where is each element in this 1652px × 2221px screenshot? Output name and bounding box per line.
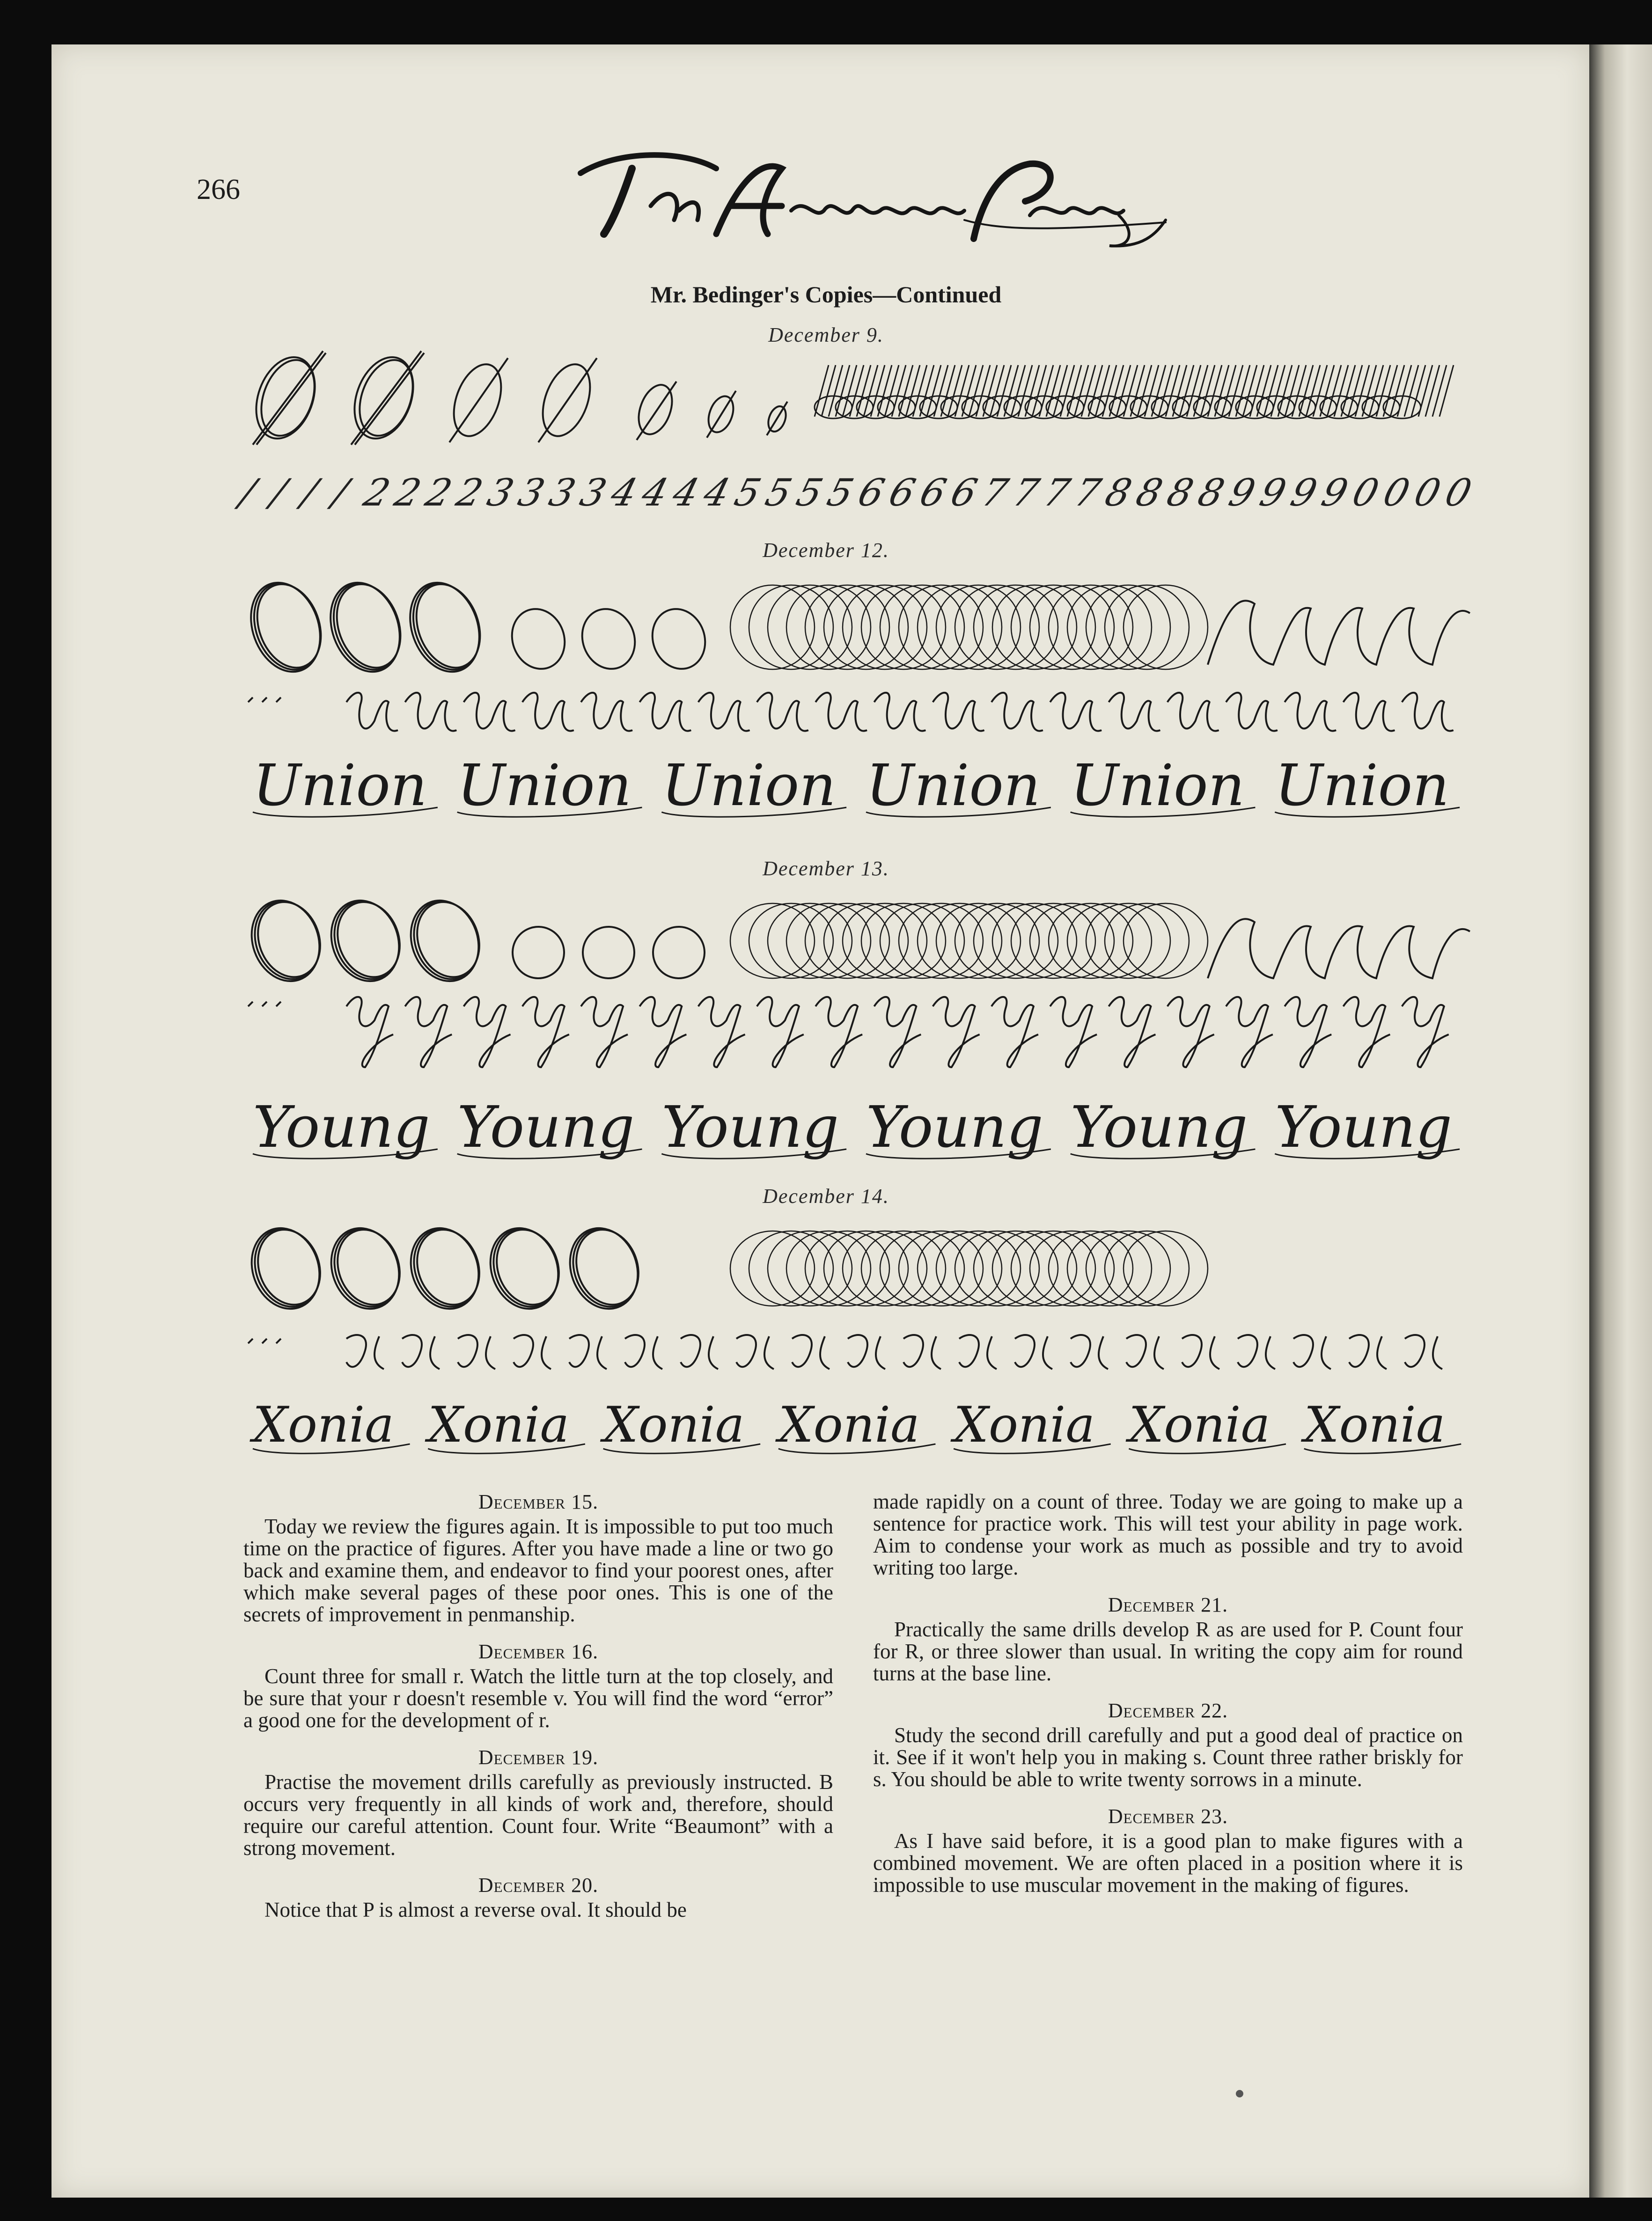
figure-glyph: 0	[1440, 471, 1476, 515]
script-word: Young	[661, 1094, 839, 1160]
figure-glyph: 2	[421, 471, 457, 515]
copy-date: December 12.	[763, 539, 889, 562]
figure-glyph: 7	[1039, 471, 1075, 515]
section-heading: December 20.	[478, 1874, 599, 1897]
section-paragraph: Today we review the figures again. It is impossible to put too much time on the practice of figures. After you have made a line or two go back and examine them, and endeavor to find your poorest ones, after which make several pages of these poor ones. This is one of the secrets of improvement in penmanship.	[243, 1515, 833, 1626]
section-heading: December 21.	[1108, 1593, 1228, 1616]
section-paragraph: Practically the same drills develop R as are used for P. Count four for R, or three slower than usual. In writing the copy aim for round turns at the base line.	[873, 1618, 1463, 1685]
section-paragraph: Notice that P is almost a reverse oval. It should be	[264, 1898, 687, 1921]
section-paragraph: Count three for small r. Watch the little turn at the top closely, and be sure that your r doesn't resemble v. You will find the word “error” a good one for the development of r.	[243, 1664, 833, 1732]
figure-glyph: 0	[1348, 471, 1384, 515]
script-word: Union	[1070, 752, 1245, 819]
script-word: Xonia	[603, 1396, 745, 1453]
masthead-logo	[562, 140, 1170, 248]
book-spine	[1589, 44, 1652, 2198]
section-paragraph: As I have said before, it is a good plan to make figures with a combined movement. We are often placed in a position where it is impossible to use muscular movement in the making of figures.	[873, 1829, 1463, 1897]
letter-row-y	[243, 988, 1484, 1072]
figure-glyph: 8	[1101, 471, 1137, 515]
figure-glyph: 4	[637, 471, 673, 515]
script-word: Union	[866, 752, 1041, 819]
figure-glyph: 8	[1162, 471, 1198, 515]
oval-drill-row	[243, 576, 1484, 679]
figure-glyph: 6	[884, 471, 920, 515]
script-word: Xonia	[954, 1396, 1095, 1453]
script-word: Xonia	[253, 1396, 394, 1453]
oval-drill-row	[243, 1222, 1484, 1315]
figure-glyph: 3	[575, 471, 611, 515]
figure-glyph: 2	[359, 471, 395, 515]
section-paragraph: Study the second drill carefully and put a good deal of practice on it. See if it won't help you in making s. Count three rather briskly for s. You should be able to write twenty sorrows in a minute.	[873, 1723, 1463, 1791]
figure-glyph: 2	[452, 471, 488, 515]
figure-glyph: 4	[606, 471, 642, 515]
figure-glyph: 3	[544, 471, 580, 515]
script-word: Union	[661, 752, 836, 819]
script-word: Young	[253, 1094, 430, 1160]
figure-glyph: /	[328, 471, 353, 515]
figure-glyph: 8	[1193, 471, 1229, 515]
figure-glyph: 5	[761, 471, 797, 515]
oval-drill-row	[243, 894, 1484, 988]
figure-glyph: 3	[483, 471, 519, 515]
figure-glyph: 7	[977, 471, 1013, 515]
script-word: Xonia	[1129, 1396, 1270, 1453]
script-word: Young	[1275, 1094, 1452, 1160]
copy-date: December 13.	[763, 857, 889, 880]
script-word: Union	[253, 752, 427, 819]
letter-row-u	[243, 683, 1484, 744]
figure-glyph: 4	[699, 471, 735, 515]
figure-glyph: 0	[1379, 471, 1415, 515]
zero-drill-row	[243, 346, 1484, 449]
figure-glyph: /	[266, 471, 291, 515]
script-word: Young	[866, 1094, 1043, 1160]
script-word: Union	[1275, 752, 1449, 819]
figure-glyph: 6	[915, 471, 951, 515]
figure-glyph: 2	[390, 471, 426, 515]
push-pull-drill	[815, 365, 1454, 418]
slashed-zero-large	[246, 349, 424, 447]
figure-glyph: 5	[792, 471, 828, 515]
figure-glyph: 9	[1255, 471, 1291, 515]
script-word: Xonia	[428, 1396, 570, 1453]
copy-date: December 9.	[768, 323, 884, 346]
figure-glyph: 6	[853, 471, 889, 515]
script-word: Young	[457, 1094, 635, 1160]
figure-glyph: 8	[1131, 471, 1167, 515]
figure-glyph: /	[297, 471, 322, 515]
figure-glyph: /	[235, 471, 260, 515]
figure-glyph: 7	[1008, 471, 1044, 515]
figure-glyph: 9	[1317, 471, 1353, 515]
copy-date: December 14.	[763, 1185, 889, 1208]
script-word: Union	[457, 752, 632, 819]
figure-glyph: 3	[514, 471, 550, 515]
paper-speck	[1236, 2090, 1243, 2097]
figure-glyph: 9	[1224, 471, 1260, 515]
figure-glyph: 6	[946, 471, 982, 515]
word-row-xonia	[243, 1395, 1484, 1460]
word-row-young	[243, 1086, 1484, 1165]
script-word: Young	[1070, 1094, 1248, 1160]
article-column-right	[873, 1491, 1463, 1911]
figure-glyph: 0	[1410, 471, 1446, 515]
figure-glyph: 4	[668, 471, 704, 515]
figure-row	[235, 468, 1484, 520]
section-paragraph: made rapidly on a count of three. Today we are going to make up a sentence for practice work. This will test your ability in page work. Aim to condense your work as much as possible and try to avoid writing too large.	[873, 1490, 1463, 1579]
page-number: 266	[197, 174, 240, 205]
script-word: Xonia	[1304, 1396, 1446, 1453]
article-column-left	[243, 1491, 833, 1936]
figure-glyph: 9	[1286, 471, 1322, 515]
section-heading: December 23.	[1108, 1805, 1228, 1828]
figure-glyph: 5	[730, 471, 766, 515]
section-heading: December 15.	[478, 1490, 599, 1513]
section-heading: December 22.	[1108, 1699, 1228, 1722]
section-subtitle: Mr. Bedinger's Copies—Continued	[650, 281, 1002, 308]
figure-glyph: 5	[822, 471, 859, 515]
section-heading: December 16.	[478, 1640, 599, 1663]
section-heading: December 19.	[478, 1746, 599, 1769]
script-word: Xonia	[778, 1396, 920, 1453]
section-paragraph: Practise the movement drills carefully as previously instructed. B occurs very frequently in all kinds of work and, therefore, should require our careful attention. Count four. Write “Beaumont” with a strong movement.	[243, 1770, 833, 1860]
figure-glyph: 7	[1070, 471, 1106, 515]
word-row-union	[243, 754, 1484, 824]
letter-row-x	[243, 1325, 1484, 1376]
